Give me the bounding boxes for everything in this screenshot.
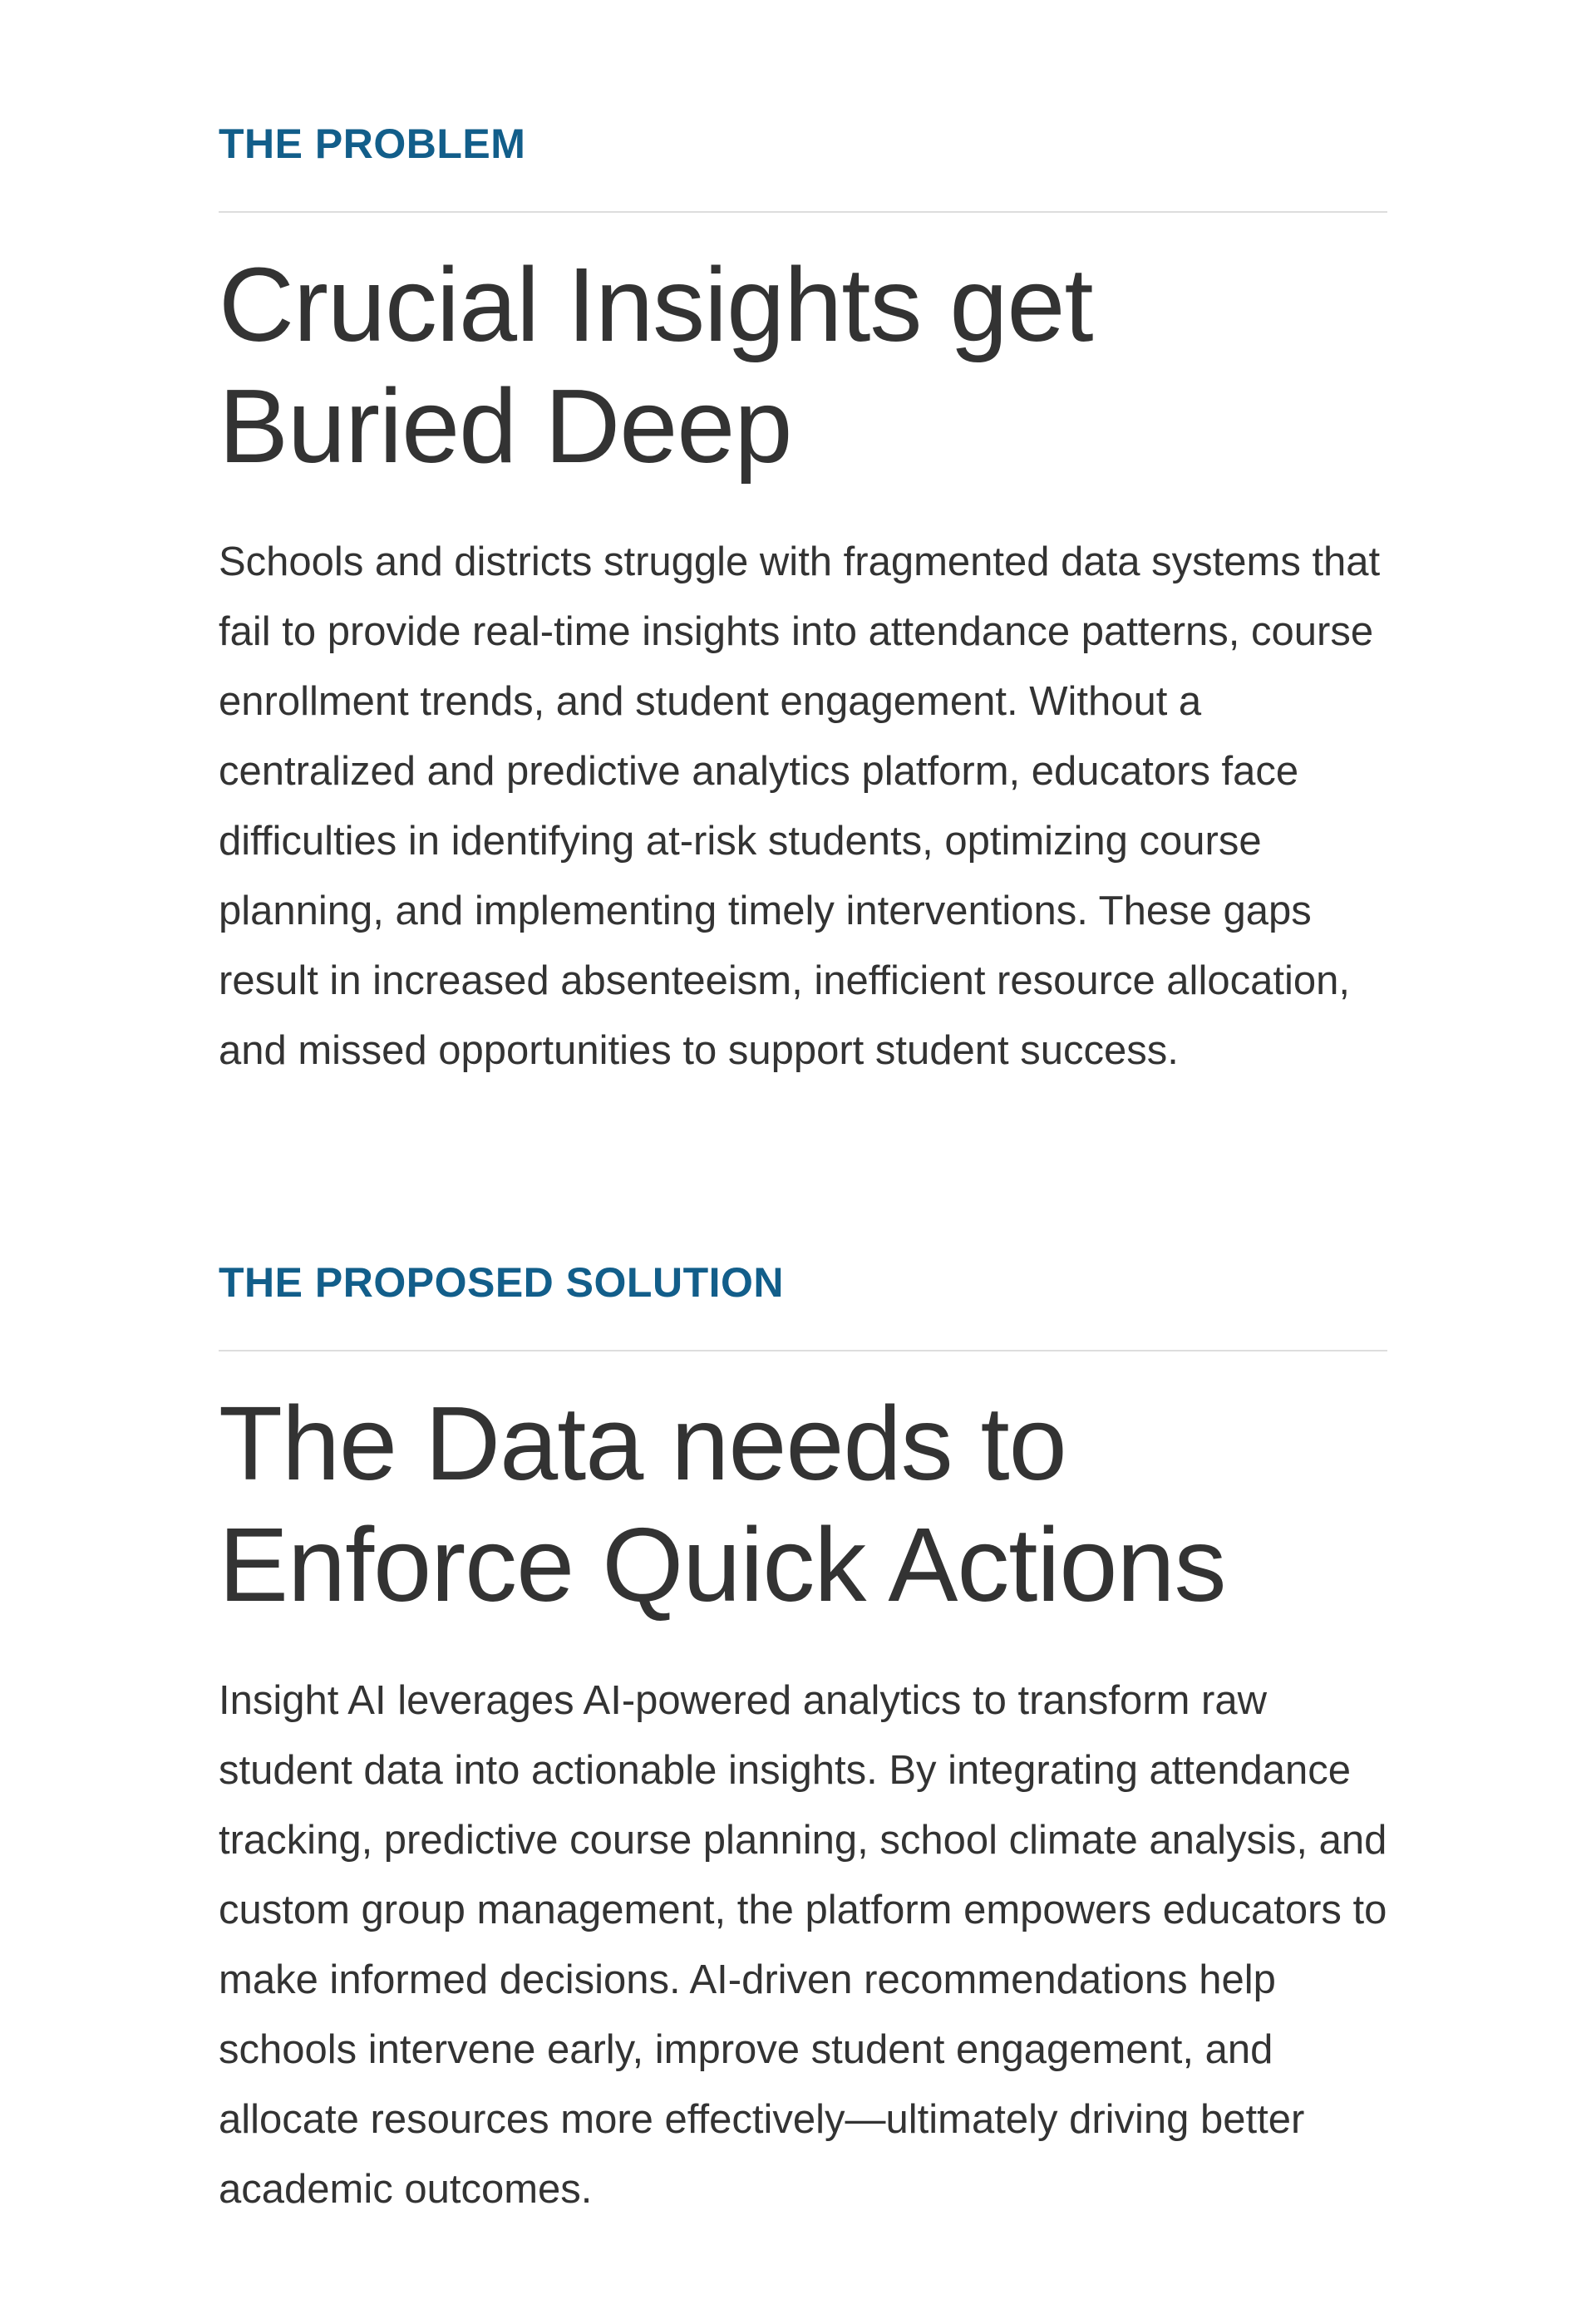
problem-divider (219, 211, 1387, 213)
problem-body: Schools and districts struggle with fragmented data systems that fail to provide real-time insights into attendance patterns, course enrollment trends, and student engagement. Without a centralized and predictive analytics platform, educators face difficulties in identifying at-risk students, optimizing course planning, and implementing timely interventions. These gaps result in increased absenteeism, inefficient resource allocation, and missed opportunities to support student success. (219, 539, 1381, 1073)
solution-eyebrow: THE PROPOSED SOLUTION (219, 1259, 785, 1306)
solution-section (219, 1255, 1387, 2224)
problem-heading (219, 244, 1387, 487)
solution-heading (219, 1383, 1387, 1626)
problem-heading-line1: Crucial Insights get (219, 246, 1093, 363)
problem-section (219, 116, 1387, 1086)
solution-heading-line2: Enforce Quick Actions (219, 1506, 1226, 1623)
solution-divider (219, 1350, 1387, 1351)
solution-body: Insight AI leverages AI-powered analytics to transform raw student data into actionable insights. By integrating attendance tracking, predictive course planning, school climate analysis, and custom group management, the platform empowers educators to make informed decisions. AI-driven recommendations help schools intervene early, improve student engagement, and allocate resources more effectively—ultimately driving better academic outcomes. (219, 1678, 1387, 2212)
problem-eyebrow: THE PROBLEM (219, 121, 526, 167)
problem-heading-line2: Buried Deep (219, 367, 792, 485)
solution-heading-line1: The Data needs to (219, 1385, 1066, 1502)
